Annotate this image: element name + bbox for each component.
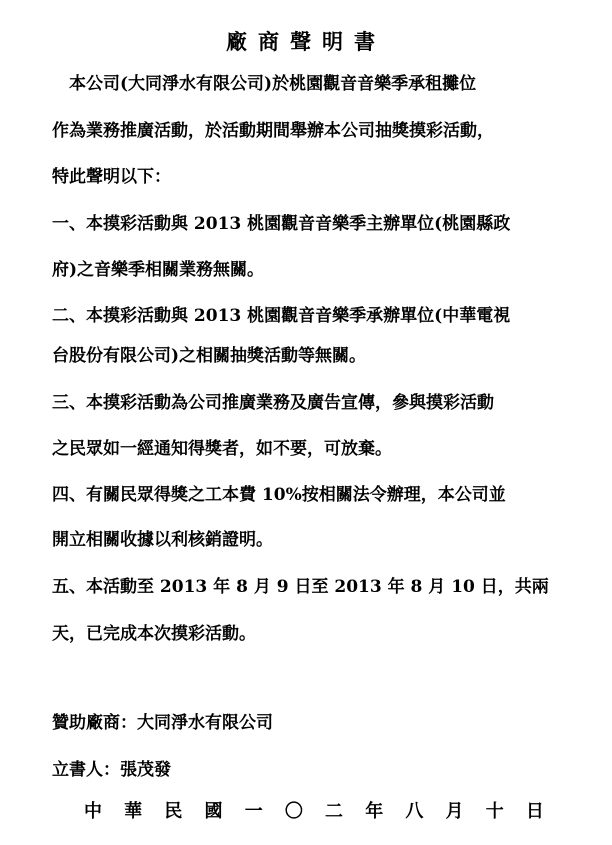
date-char: 八: [405, 801, 424, 822]
body-line-2: 作為業務推廣活動，於活動期間舉辦本公司抽獎摸彩活動，: [52, 121, 494, 141]
body-line-12: 五、本活動至 2013 年 8 月 9 日至 2013 年 8 月 10 日，共兩: [52, 577, 549, 597]
date-char: 月: [445, 801, 464, 822]
date-char: 年: [365, 801, 384, 822]
sponsor-line: 贊助廠商：大同淨水有限公司: [52, 713, 273, 733]
date-char: 十: [485, 801, 504, 822]
body-line-5: 府)之音樂季相關業務無關。: [52, 260, 265, 280]
date-line: [84, 799, 544, 825]
body-line-11: 開立相關收據以利核銷證明。: [52, 530, 273, 550]
body-line-3: 特此聲明以下：: [52, 167, 171, 187]
body-line-8: 三、本摸彩活動為公司推廣業務及廣告宣傳，參與摸彩活動: [52, 393, 494, 413]
body-line-7: 台股份有限公司)之相關抽獎活動等無關。: [52, 346, 367, 366]
document-title: 廠商聲明書: [226, 29, 386, 54]
date-char: 二: [325, 801, 344, 822]
signer-line: 立書人：張茂發: [52, 760, 171, 780]
body-line-13: 天，已完成本次摸彩活動。: [52, 624, 256, 644]
date-char: 國: [204, 801, 223, 822]
date-char: 華: [124, 801, 143, 822]
body-line-10: 四、有關民眾得獎之工本費 10%按相關法令辦理，本公司並: [52, 485, 506, 505]
body-line-4: 一、本摸彩活動與 2013 桃園觀音音樂季主辦單位(桃園縣政: [52, 214, 511, 234]
date-char: 〇: [284, 801, 303, 822]
date-char: 民: [164, 801, 183, 822]
body-line-9: 之民眾如一經通知得獎者，如不要，可放棄。: [52, 439, 392, 459]
date-char: 日: [525, 801, 544, 822]
date-char: 中: [84, 801, 102, 822]
date-char: 一: [244, 801, 263, 822]
body-line-1: 本公司(大同淨水有限公司)於桃園觀音音樂季承租攤位: [52, 74, 477, 94]
body-line-6: 二、本摸彩活動與 2013 桃園觀音音樂季承辦單位(中華電視: [52, 306, 511, 326]
